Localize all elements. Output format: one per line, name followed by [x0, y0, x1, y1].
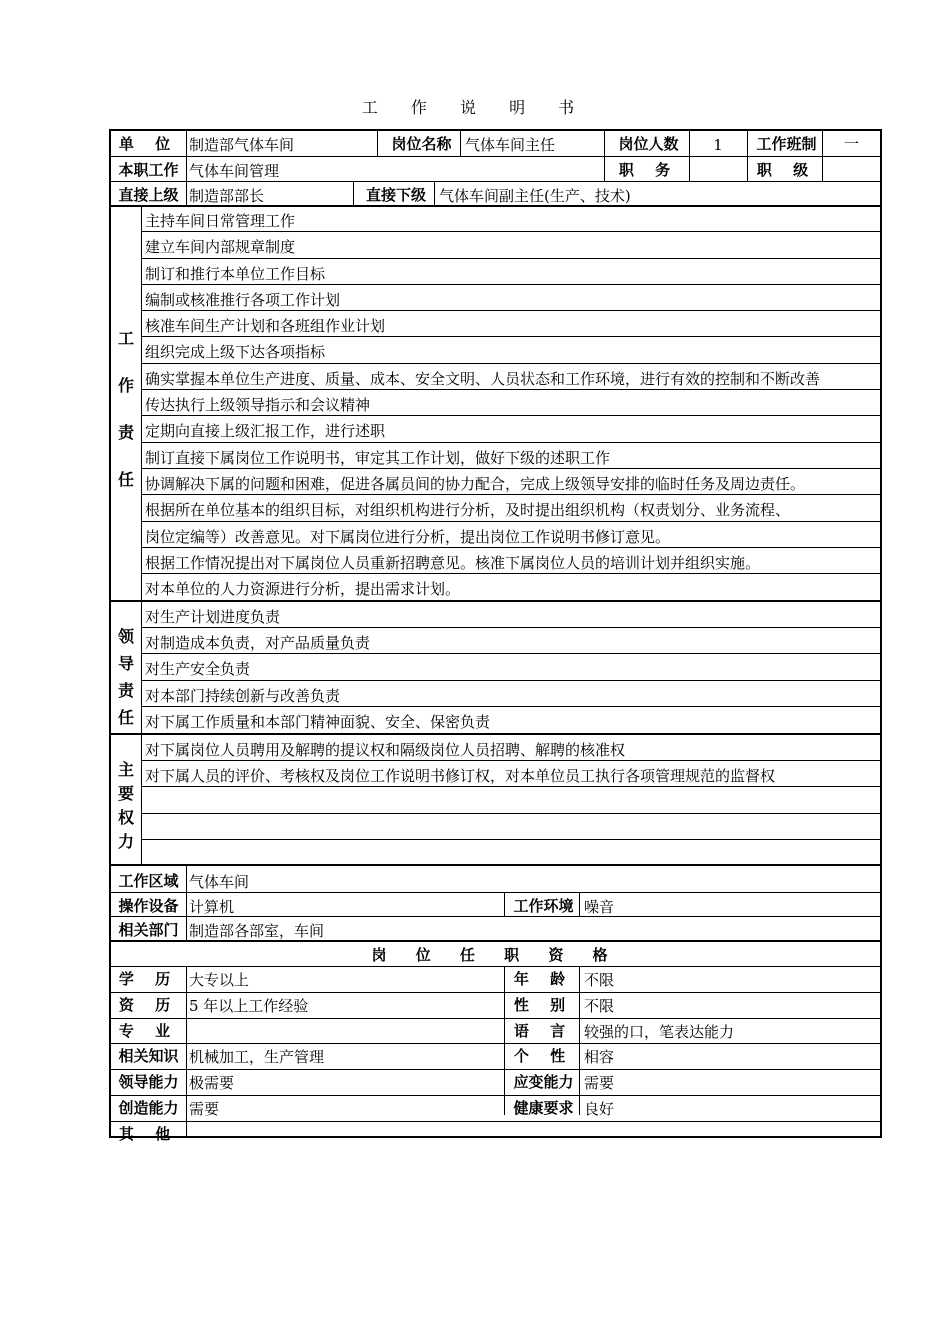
dept-label: 相关部门: [118, 921, 179, 939]
list-item: [142, 787, 880, 813]
list-item: 根据工作情况提出对下属岗位人员重新招聘意见。核准下属岗位人员的培训计划并组织实施。: [142, 548, 880, 574]
area-value: 气体车间: [189, 873, 250, 891]
qualification-label: 语 言: [513, 1021, 574, 1040]
qualification-label: 资 历: [118, 995, 179, 1014]
list-item: 岗位定编等）改善意见。对下属岗位进行分析，提出岗位工作说明书修订意见。: [142, 522, 880, 548]
table-row: [111, 967, 880, 993]
leadership-label: 领 导 责 任: [117, 627, 134, 727]
leadership-list: [142, 602, 880, 733]
list-item: 主持车间日常管理工作: [142, 206, 880, 232]
equipment-label: 操作设备: [118, 897, 179, 915]
qualification-value: 良好: [584, 1099, 615, 1118]
list-item: 制订和推行本单位工作目标: [142, 259, 880, 285]
table-row: [111, 993, 880, 1019]
list-item: 对生产安全负责: [142, 654, 880, 680]
list-item: 定期向直接上级汇报工作，进行述职: [142, 416, 880, 442]
subordinate-label: 直接下级: [365, 186, 426, 204]
list-item: 对制造成本负责，对产品质量负责: [142, 628, 880, 654]
unit-label: 单 位: [118, 135, 179, 153]
qualification-label: 性 别: [513, 995, 574, 1014]
list-item: 核准车间生产计划和各班组作业计划: [142, 311, 880, 337]
duty-label: 职 务: [618, 161, 679, 179]
qualification-label: 年 龄: [513, 970, 574, 988]
qualification-value: 大专以上: [189, 971, 250, 989]
qualification-label: 创造能力: [118, 1098, 179, 1117]
qualification-label: 个 性: [513, 1047, 574, 1066]
list-item: 根据所在单位基本的组织目标，对组织机构进行分析，及时提出组织机构（权责划分、业务流程、: [142, 495, 880, 521]
job-label: 本职工作: [118, 161, 179, 179]
list-item: 制订直接下属岗位工作说明书，审定其工作计划，做好下级的述职工作: [142, 443, 880, 469]
document-title: 工 作 说 明 书: [361, 98, 589, 117]
superior-label: 直接上级: [118, 186, 179, 204]
table-row: [111, 1122, 880, 1146]
list-item: 对本单位的人力资源进行分析，提出需求计划。: [145, 580, 461, 599]
qualification-value: 需要: [189, 1099, 220, 1118]
list-item: 确实掌握本单位生产进度、质量、成本、安全文明、人员状态和工作环境，进行有效的控制和不断改善: [142, 364, 880, 390]
responsibilities-label: 工 作 责 任: [117, 329, 134, 489]
list-item: 对下属岗位人员聘用及解聘的提议权和隔级岗位人员招聘、解聘的核准权: [142, 735, 880, 761]
area-label: 工作区域: [118, 872, 179, 890]
list-item: 对下属人员的评价、考核权及岗位工作说明书修订权，对本单位员工执行各项管理规范的监督权: [142, 761, 880, 787]
qualification-label: 应变能力: [513, 1073, 574, 1092]
qualifications-table: [111, 967, 880, 1146]
headcount-value: 1: [713, 136, 723, 154]
list-item: 对生产计划进度负责: [142, 602, 880, 628]
list-item: 传达执行上级领导指示和会议精神: [142, 390, 880, 416]
qualification-label: 领导能力: [118, 1073, 179, 1092]
dept-value: 制造部各部室，车间: [189, 922, 325, 940]
job-value: 气体车间管理: [189, 162, 280, 180]
position-value: 气体车间主任: [465, 136, 556, 154]
grade-label: 职 级: [756, 161, 817, 179]
headcount-label: 岗位人数: [618, 135, 679, 153]
authority-label: 主 要 权 力: [117, 760, 134, 851]
qualification-value: 极需要: [189, 1074, 235, 1093]
table-row: [111, 1044, 880, 1070]
list-item: 建立车间内部规章制度: [142, 232, 880, 258]
job-description-table: [109, 129, 882, 1143]
qualification-value: 相容: [584, 1048, 615, 1067]
list-item: 编制或核准推行各项工作计划: [142, 285, 880, 311]
qualification-value: 需要: [584, 1074, 615, 1093]
position-label: 岗位名称: [391, 135, 452, 153]
unit-value: 制造部气体车间: [189, 136, 295, 154]
qualifications-heading: 岗 位 任 职 资 格: [371, 946, 620, 964]
env-label: 工作环境: [513, 897, 574, 915]
list-item: 对本部门持续创新与改善负责: [142, 681, 880, 707]
list-item: 组织完成上级下达各项指标: [142, 337, 880, 363]
table-row: [111, 1096, 880, 1122]
env-value: 噪音: [584, 898, 615, 916]
table-row: [111, 1019, 880, 1045]
qualification-label: 学 历: [118, 970, 179, 988]
qualification-label: 相关知识: [118, 1047, 179, 1066]
list-item: [142, 840, 880, 866]
equipment-value: 计算机: [189, 898, 235, 916]
table-row: [111, 1070, 880, 1096]
list-item: 协调解决下属的问题和困难，促进各属员间的协力配合，完成上级领导安排的临时任务及周边责任。: [142, 469, 880, 495]
qualification-value: 不限: [584, 971, 615, 989]
qualification-value: 机械加工，生产管理: [189, 1048, 325, 1067]
other-label: 其 他: [118, 1124, 179, 1143]
qualification-label: 专 业: [118, 1021, 179, 1040]
subordinate-value: 气体车间副主任(生产、技术): [439, 187, 631, 205]
superior-value: 制造部部长: [189, 187, 265, 205]
list-item: [142, 814, 880, 840]
shift-value: 一: [843, 135, 859, 153]
qualification-label: 健康要求: [513, 1098, 574, 1117]
qualification-value: 5 年以上工作经验: [189, 996, 309, 1015]
list-item: 对下属工作质量和本部门精神面貌、安全、保密负责: [145, 712, 491, 731]
authority-list: [142, 735, 880, 866]
qualification-value: 不限: [584, 996, 615, 1015]
shift-label: 工作班制: [756, 135, 817, 153]
qualification-value: 较强的口，笔表达能力: [584, 1022, 735, 1041]
responsibility-list: [142, 206, 880, 600]
